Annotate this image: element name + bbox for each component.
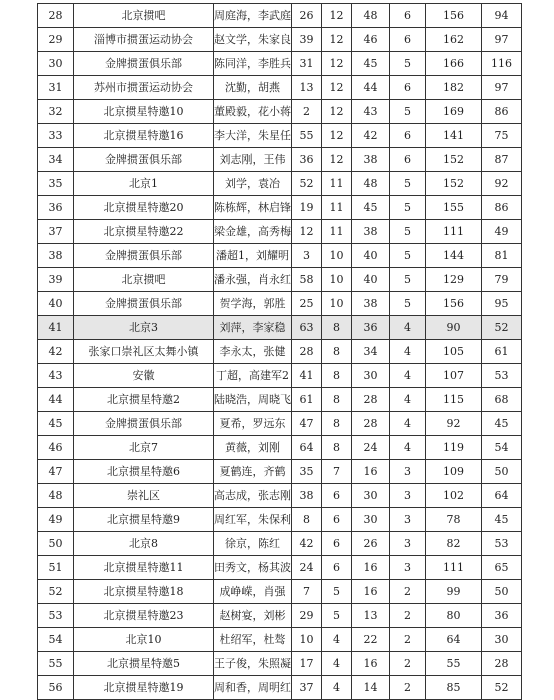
table-number-cell: 3 (292, 244, 322, 268)
table-row (38, 412, 522, 436)
players-cell: 成峥嵘，肖强 (214, 580, 292, 604)
rank-cell: 51 (38, 556, 74, 580)
rank-cell: 44 (38, 388, 74, 412)
level-cell: 3 (390, 484, 426, 508)
table-number-cell: 37 (292, 676, 322, 700)
table-number-cell: 39 (292, 28, 322, 52)
results-table-wrapper (37, 3, 522, 700)
points-against-cell: 53 (482, 532, 522, 556)
team-cell: 北京掼星特邀22 (74, 220, 214, 244)
points-for-cell: 152 (426, 148, 482, 172)
team-cell: 金牌掼蛋俱乐部 (74, 52, 214, 76)
level-cell: 5 (390, 292, 426, 316)
level-cell: 6 (390, 28, 426, 52)
wins-cell: 12 (322, 148, 352, 172)
score-cell: 36 (352, 316, 390, 340)
team-cell: 北京3 (74, 316, 214, 340)
points-against-cell: 28 (482, 652, 522, 676)
team-cell: 北京10 (74, 628, 214, 652)
team-cell: 北京掼星特邀19 (74, 676, 214, 700)
level-cell: 2 (390, 628, 426, 652)
score-cell: 30 (352, 484, 390, 508)
rank-cell: 50 (38, 532, 74, 556)
team-cell: 苏州市掼蛋运动协会 (74, 76, 214, 100)
score-cell: 38 (352, 148, 390, 172)
rank-cell: 47 (38, 460, 74, 484)
points-against-cell: 87 (482, 148, 522, 172)
score-cell: 38 (352, 220, 390, 244)
points-for-cell: 166 (426, 52, 482, 76)
table-row (38, 244, 522, 268)
wins-cell: 6 (322, 484, 352, 508)
points-against-cell: 94 (482, 4, 522, 28)
score-cell: 40 (352, 268, 390, 292)
wins-cell: 4 (322, 676, 352, 700)
points-against-cell: 52 (482, 316, 522, 340)
level-cell: 4 (390, 316, 426, 340)
table-row (38, 268, 522, 292)
results-table-body (38, 4, 522, 700)
points-against-cell: 65 (482, 556, 522, 580)
points-for-cell: 111 (426, 556, 482, 580)
score-cell: 43 (352, 100, 390, 124)
table-number-cell: 2 (292, 100, 322, 124)
points-for-cell: 155 (426, 196, 482, 220)
wins-cell: 12 (322, 124, 352, 148)
level-cell: 2 (390, 652, 426, 676)
score-cell: 26 (352, 532, 390, 556)
wins-cell: 6 (322, 532, 352, 556)
points-for-cell: 141 (426, 124, 482, 148)
level-cell: 6 (390, 76, 426, 100)
points-against-cell: 53 (482, 364, 522, 388)
players-cell: 王子俊，朱照凝 (214, 652, 292, 676)
players-cell: 李永太，张健 (214, 340, 292, 364)
table-row (38, 196, 522, 220)
table-number-cell: 24 (292, 556, 322, 580)
team-cell: 金牌掼蛋俱乐部 (74, 244, 214, 268)
wins-cell: 8 (322, 340, 352, 364)
table-number-cell: 42 (292, 532, 322, 556)
points-against-cell: 61 (482, 340, 522, 364)
players-cell: 田秀文，杨其波 (214, 556, 292, 580)
rank-cell: 41 (38, 316, 74, 340)
rank-cell: 42 (38, 340, 74, 364)
points-against-cell: 45 (482, 508, 522, 532)
rank-cell: 37 (38, 220, 74, 244)
team-cell: 北京掼星特邀2 (74, 388, 214, 412)
table-row (38, 508, 522, 532)
wins-cell: 12 (322, 100, 352, 124)
level-cell: 5 (390, 100, 426, 124)
points-for-cell: 144 (426, 244, 482, 268)
score-cell: 44 (352, 76, 390, 100)
table-number-cell: 36 (292, 148, 322, 172)
level-cell: 4 (390, 412, 426, 436)
points-for-cell: 107 (426, 364, 482, 388)
points-for-cell: 109 (426, 460, 482, 484)
table-row (38, 532, 522, 556)
level-cell: 5 (390, 52, 426, 76)
level-cell: 5 (390, 244, 426, 268)
players-cell: 赵树宴，刘彬 (214, 604, 292, 628)
table-row (38, 364, 522, 388)
players-cell: 董殿毅，花小蒋 (214, 100, 292, 124)
table-row (38, 4, 522, 28)
wins-cell: 6 (322, 508, 352, 532)
score-cell: 40 (352, 244, 390, 268)
team-cell: 北京掼吧 (74, 268, 214, 292)
wins-cell: 10 (322, 244, 352, 268)
table-row (38, 172, 522, 196)
points-against-cell: 86 (482, 100, 522, 124)
points-for-cell: 80 (426, 604, 482, 628)
results-table (37, 3, 522, 700)
wins-cell: 8 (322, 364, 352, 388)
score-cell: 16 (352, 460, 390, 484)
table-number-cell: 64 (292, 436, 322, 460)
table-number-cell: 26 (292, 4, 322, 28)
team-cell: 北京掼星特邀23 (74, 604, 214, 628)
rank-cell: 33 (38, 124, 74, 148)
points-for-cell: 92 (426, 412, 482, 436)
table-number-cell: 55 (292, 124, 322, 148)
score-cell: 45 (352, 52, 390, 76)
players-cell: 夏希，罗远东 (214, 412, 292, 436)
points-against-cell: 97 (482, 76, 522, 100)
team-cell: 北京掼星特邀6 (74, 460, 214, 484)
table-number-cell: 13 (292, 76, 322, 100)
rank-cell: 32 (38, 100, 74, 124)
wins-cell: 11 (322, 172, 352, 196)
rank-cell: 52 (38, 580, 74, 604)
team-cell: 北京掼星特邀20 (74, 196, 214, 220)
table-row (38, 220, 522, 244)
level-cell: 3 (390, 532, 426, 556)
points-against-cell: 30 (482, 628, 522, 652)
team-cell: 崇礼区 (74, 484, 214, 508)
level-cell: 5 (390, 220, 426, 244)
players-cell: 丁超，高建军2 (214, 364, 292, 388)
points-against-cell: 45 (482, 412, 522, 436)
score-cell: 16 (352, 580, 390, 604)
level-cell: 6 (390, 4, 426, 28)
score-cell: 28 (352, 388, 390, 412)
team-cell: 安徽 (74, 364, 214, 388)
table-number-cell: 12 (292, 220, 322, 244)
table-number-cell: 17 (292, 652, 322, 676)
points-against-cell: 54 (482, 436, 522, 460)
points-for-cell: 162 (426, 28, 482, 52)
points-against-cell: 86 (482, 196, 522, 220)
points-against-cell: 116 (482, 52, 522, 76)
team-cell: 金牌掼蛋俱乐部 (74, 412, 214, 436)
score-cell: 28 (352, 412, 390, 436)
team-cell: 北京掼星特邀10 (74, 100, 214, 124)
team-cell: 张家口崇礼区太舞小镇 (74, 340, 214, 364)
rank-cell: 53 (38, 604, 74, 628)
level-cell: 3 (390, 460, 426, 484)
points-for-cell: 64 (426, 628, 482, 652)
rank-cell: 29 (38, 28, 74, 52)
team-cell: 北京掼星特邀18 (74, 580, 214, 604)
score-cell: 45 (352, 196, 390, 220)
points-against-cell: 52 (482, 676, 522, 700)
score-cell: 46 (352, 28, 390, 52)
points-for-cell: 156 (426, 4, 482, 28)
rank-cell: 31 (38, 76, 74, 100)
wins-cell: 5 (322, 580, 352, 604)
rank-cell: 30 (38, 52, 74, 76)
rank-cell: 54 (38, 628, 74, 652)
level-cell: 5 (390, 196, 426, 220)
points-for-cell: 105 (426, 340, 482, 364)
players-cell: 高志成，张志刚 (214, 484, 292, 508)
wins-cell: 4 (322, 628, 352, 652)
rank-cell: 56 (38, 676, 74, 700)
table-row (38, 460, 522, 484)
table-number-cell: 8 (292, 508, 322, 532)
players-cell: 赵文学，朱家良 (214, 28, 292, 52)
wins-cell: 7 (322, 460, 352, 484)
points-for-cell: 55 (426, 652, 482, 676)
score-cell: 13 (352, 604, 390, 628)
team-cell: 北京7 (74, 436, 214, 460)
table-row (38, 604, 522, 628)
level-cell: 4 (390, 364, 426, 388)
team-cell: 北京1 (74, 172, 214, 196)
table-row (38, 436, 522, 460)
players-cell: 陆晓浩，周晓飞 (214, 388, 292, 412)
players-cell: 李大洋，朱星任 (214, 124, 292, 148)
team-cell: 淄博市掼蛋运动协会 (74, 28, 214, 52)
table-row (38, 28, 522, 52)
players-cell: 徐京，陈红 (214, 532, 292, 556)
level-cell: 5 (390, 172, 426, 196)
players-cell: 刘萍，李家稳 (214, 316, 292, 340)
players-cell: 周庭海，李武庭 (214, 4, 292, 28)
score-cell: 48 (352, 172, 390, 196)
points-against-cell: 68 (482, 388, 522, 412)
points-against-cell: 95 (482, 292, 522, 316)
table-row (38, 676, 522, 700)
points-for-cell: 182 (426, 76, 482, 100)
score-cell: 22 (352, 628, 390, 652)
players-cell: 杜绍军，杜骜 (214, 628, 292, 652)
wins-cell: 8 (322, 388, 352, 412)
points-for-cell: 111 (426, 220, 482, 244)
players-cell: 陈栋辉，林启锋 (214, 196, 292, 220)
table-number-cell: 28 (292, 340, 322, 364)
rank-cell: 38 (38, 244, 74, 268)
level-cell: 3 (390, 508, 426, 532)
level-cell: 3 (390, 556, 426, 580)
wins-cell: 12 (322, 4, 352, 28)
score-cell: 14 (352, 676, 390, 700)
team-cell: 金牌掼蛋俱乐部 (74, 148, 214, 172)
table-row (38, 340, 522, 364)
level-cell: 2 (390, 604, 426, 628)
points-for-cell: 82 (426, 532, 482, 556)
score-cell: 42 (352, 124, 390, 148)
points-for-cell: 85 (426, 676, 482, 700)
level-cell: 4 (390, 340, 426, 364)
team-cell: 北京掼星特邀11 (74, 556, 214, 580)
players-cell: 夏鹤连，齐鹤 (214, 460, 292, 484)
points-for-cell: 78 (426, 508, 482, 532)
level-cell: 4 (390, 436, 426, 460)
table-number-cell: 31 (292, 52, 322, 76)
players-cell: 周和香，周明红 (214, 676, 292, 700)
table-number-cell: 61 (292, 388, 322, 412)
team-cell: 北京8 (74, 532, 214, 556)
team-cell: 北京掼星特邀16 (74, 124, 214, 148)
score-cell: 48 (352, 4, 390, 28)
points-for-cell: 129 (426, 268, 482, 292)
wins-cell: 4 (322, 652, 352, 676)
points-against-cell: 36 (482, 604, 522, 628)
wins-cell: 11 (322, 220, 352, 244)
points-against-cell: 97 (482, 28, 522, 52)
points-for-cell: 156 (426, 292, 482, 316)
rank-cell: 45 (38, 412, 74, 436)
table-row (38, 292, 522, 316)
team-cell: 北京掼星特邀5 (74, 652, 214, 676)
rank-cell: 36 (38, 196, 74, 220)
table-row (38, 100, 522, 124)
rank-cell: 49 (38, 508, 74, 532)
points-for-cell: 90 (426, 316, 482, 340)
table-number-cell: 63 (292, 316, 322, 340)
table-number-cell: 10 (292, 628, 322, 652)
players-cell: 贺学海，郭胜 (214, 292, 292, 316)
wins-cell: 8 (322, 436, 352, 460)
rank-cell: 48 (38, 484, 74, 508)
score-cell: 30 (352, 508, 390, 532)
rank-cell: 40 (38, 292, 74, 316)
points-against-cell: 50 (482, 580, 522, 604)
table-row (38, 148, 522, 172)
wins-cell: 5 (322, 604, 352, 628)
level-cell: 2 (390, 676, 426, 700)
table-row (38, 628, 522, 652)
points-against-cell: 81 (482, 244, 522, 268)
points-against-cell: 75 (482, 124, 522, 148)
points-for-cell: 169 (426, 100, 482, 124)
table-row (38, 652, 522, 676)
rank-cell: 28 (38, 4, 74, 28)
table-row (38, 580, 522, 604)
table-row (38, 52, 522, 76)
level-cell: 5 (390, 268, 426, 292)
wins-cell: 10 (322, 268, 352, 292)
points-for-cell: 152 (426, 172, 482, 196)
table-number-cell: 38 (292, 484, 322, 508)
team-cell: 金牌掼蛋俱乐部 (74, 292, 214, 316)
table-number-cell: 58 (292, 268, 322, 292)
players-cell: 潘永强，肖永红 (214, 268, 292, 292)
table-number-cell: 35 (292, 460, 322, 484)
players-cell: 潘超1，刘耀明 (214, 244, 292, 268)
level-cell: 6 (390, 148, 426, 172)
level-cell: 4 (390, 388, 426, 412)
wins-cell: 12 (322, 28, 352, 52)
players-cell: 沈勤，胡燕 (214, 76, 292, 100)
wins-cell: 12 (322, 76, 352, 100)
table-number-cell: 41 (292, 364, 322, 388)
wins-cell: 10 (322, 292, 352, 316)
score-cell: 30 (352, 364, 390, 388)
rank-cell: 55 (38, 652, 74, 676)
wins-cell: 6 (322, 556, 352, 580)
players-cell: 刘学，袁冶 (214, 172, 292, 196)
wins-cell: 12 (322, 52, 352, 76)
table-number-cell: 19 (292, 196, 322, 220)
level-cell: 6 (390, 124, 426, 148)
table-row (38, 316, 522, 340)
table-row (38, 484, 522, 508)
points-against-cell: 49 (482, 220, 522, 244)
team-cell: 北京掼星特邀9 (74, 508, 214, 532)
players-cell: 周红军，朱保利 (214, 508, 292, 532)
team-cell: 北京掼吧 (74, 4, 214, 28)
score-cell: 24 (352, 436, 390, 460)
table-number-cell: 25 (292, 292, 322, 316)
points-against-cell: 50 (482, 460, 522, 484)
table-number-cell: 47 (292, 412, 322, 436)
wins-cell: 11 (322, 196, 352, 220)
level-cell: 2 (390, 580, 426, 604)
table-number-cell: 52 (292, 172, 322, 196)
players-cell: 陈同洋，李胜兵 (214, 52, 292, 76)
players-cell: 黄薇，刘刚 (214, 436, 292, 460)
players-cell: 梁金雄，高秀梅 (214, 220, 292, 244)
rank-cell: 46 (38, 436, 74, 460)
points-for-cell: 119 (426, 436, 482, 460)
wins-cell: 8 (322, 412, 352, 436)
table-row (38, 556, 522, 580)
table-number-cell: 29 (292, 604, 322, 628)
points-for-cell: 115 (426, 388, 482, 412)
points-for-cell: 99 (426, 580, 482, 604)
table-row (38, 388, 522, 412)
table-number-cell: 7 (292, 580, 322, 604)
points-for-cell: 102 (426, 484, 482, 508)
points-against-cell: 92 (482, 172, 522, 196)
points-against-cell: 79 (482, 268, 522, 292)
rank-cell: 43 (38, 364, 74, 388)
score-cell: 34 (352, 340, 390, 364)
table-row (38, 76, 522, 100)
points-against-cell: 64 (482, 484, 522, 508)
players-cell: 刘志刚，王伟 (214, 148, 292, 172)
score-cell: 38 (352, 292, 390, 316)
rank-cell: 39 (38, 268, 74, 292)
score-cell: 16 (352, 556, 390, 580)
wins-cell: 8 (322, 316, 352, 340)
score-cell: 16 (352, 652, 390, 676)
table-row (38, 124, 522, 148)
rank-cell: 34 (38, 148, 74, 172)
rank-cell: 35 (38, 172, 74, 196)
